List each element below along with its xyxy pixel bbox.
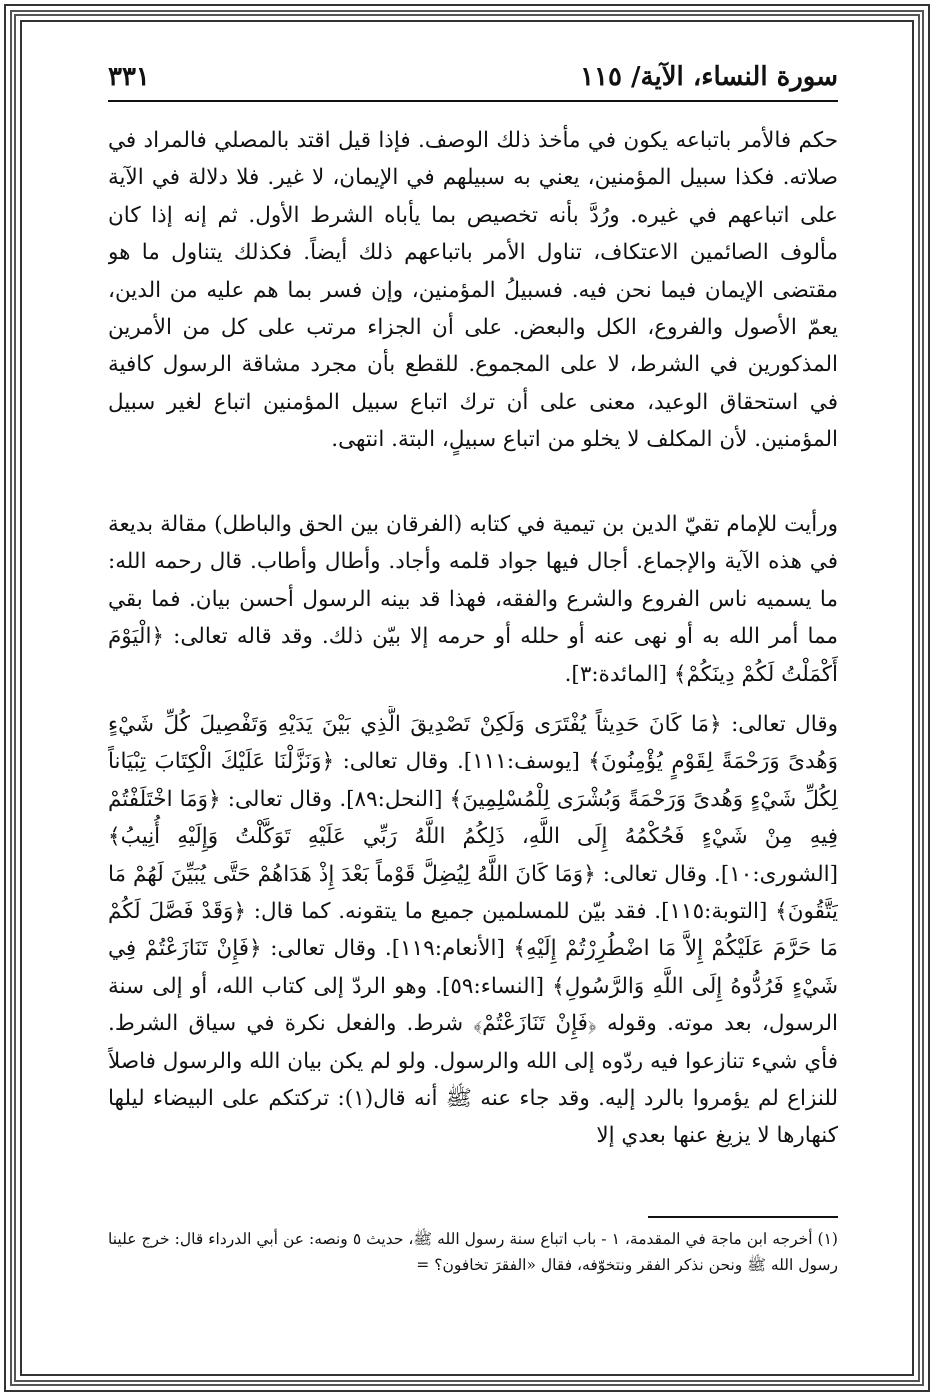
- footnote: (١) أخرجه ابن ماجة في المقدمة، ١ - باب اتباع سنة رسول الله ﷺ، حديث ٥ ونصه: عن أبي الدرداء قال: خرج علينا رسول الله ﷺ ونحن نذكر الفقر ونتخوّفه، فقال «الفقرَ تخافون؟ =: [108, 1230, 838, 1274]
- footnote-separator: [648, 1216, 838, 1218]
- running-header: [108, 60, 838, 102]
- header-title: سورة النساء، الآية/ ١١٥: [580, 62, 838, 92]
- page-number: ٣٣١: [108, 62, 150, 92]
- page-content: [108, 60, 838, 1278]
- body-paragraph-3: وقال تعالى: ﴿مَا كَانَ حَدِيثاً يُفْتَرَى وَلَكِنْ تَصْدِيقَ الَّذِي بَيْنَ يَدَيْهِ وَتَفْصِيلَ كُلِّ شَيْءٍ وَهُدىً وَرَحْمَةً لِقَوْمٍ يُؤْمِنُونَ﴾ [يوسف:١١١]. وقال تعالى: ﴿وَنَزَّلْنَا عَلَيْكَ الْكِتَابَ تِبْيَاناً لِكُلِّ شَيْءٍ وَهُدىً وَرَحْمَةً وَبُشْرَى لِلْمُسْلِمِينَ﴾ [النحل:٨٩]. وقال تعالى: ﴿وَمَا اخْتَلَفْتُمْ فِيهِ مِنْ شَيْءٍ فَحُكْمُهُ إِلَى اللَّهِ، ذَلِكُمُ اللَّهُ رَبِّي عَلَيْهِ تَوَكَّلْتُ وَإِلَيْهِ أُنِيبُ﴾ [الشورى:١٠]. وقال تعالى: ﴿وَمَا كَانَ اللَّهُ لِيُضِلَّ قَوْماً بَعْدَ إِذْ هَدَاهُمْ حَتَّى يُبَيِّنَ لَهُمْ مَا يَتَّقُونَ﴾ [التوبة:١١٥]. فقد بيّن للمسلمين جميع ما يتقونه. كما قال: ﴿وَقَدْ فَصَّلَ لَكُمْ مَا حَرَّمَ عَلَيْكُمْ إِلاَّ مَا اضْطُرِرْتُمْ إِلَيْهِ﴾ [الأنعام:١١٩]. وقال تعالى: ﴿فَإِنْ تَنَازَعْتُمْ فِي شَيْءٍ فَرُدُّوهُ إِلَى اللَّهِ وَالرَّسُولِ﴾ [النساء:٥٩]. وهو الردّ إلى كتاب الله، أو إلى سنة الرسول، بعد موته. وقوله ﴿فَإِنْ تَنَازَعْتُمْ﴾ شرط. والفعل نكرة في سياق الشرط. فأي شيء تنازعوا فيه ردّوه إلى الله والرسول. ولو لم يكن بيان الله والرسول فاصلاً للنزاع لم يؤمروا بالرد إليه. وقد جاء عنه ﷺ أنه قال(١): تركتكم على البيضاء ليلها كنهارها لا يزيغ عنها بعدي إلا: [108, 712, 838, 1149]
- body-paragraph-1: حكم فالأمر باتباعه يكون في مأخذ ذلك الوصف. فإذا قيل اقتد بالمصلي فالمراد في صلاته. فكذا سبيل المؤمنين، يعني به سبيلهم في الإيمان، لا غير. فلا دلالة في الآية على اتباعهم في غيره. ورُدَّ بأنه تخصيص بما يأباه الشرط الأول. ثم إنه إذا كان مألوف الصائمين الاعتكاف، تناول الأمر باتباعهم ذلك أيضاً. فكذلك يتناول ما هو مقتضى الإيمان فيما نحن فيه. فسبيلُ المؤمنين، وإن فسر بما هم عليه من الدين، يعمّ الأصول والفروع، الكل والبعض. على أن الجزاء مرتب على كل من الأمرين المذكورين في الشرط، لا على المجموع. للقطع بأن مجرد مشاقة الرسول كافية في استحقاق الوعيد، معنى على أن ترك اتباع سبيل المؤمنين اتباع لغير سبيل المؤمنين. لأن المكلف لا يخلو من اتباع سبيلٍ، البتة. انتهى.: [108, 128, 838, 453]
- body-paragraph-2: ورأيت للإمام تقيّ الدين بن تيمية في كتابه (الفرقان بين الحق والباطل) مقالة بديعة في هذه الآية والإجماع. أجال فيها جواد قلمه وأجاد. وأطال وأطاب. قال رحمه الله: ما يسميه ناس الفروع والشرع والفقه، فهذا قد بينه الرسول أحسن بيان. فما بقي مما أمر الله به أو نهى عنه أو حلله أو حرمه إلا بيّن ذلك. وقد قاله تعالى: ﴿الْيَوْمَ أَكْمَلْتُ لَكُمْ دِينَكُمْ﴾ [المائدة:٣].: [108, 512, 838, 687]
